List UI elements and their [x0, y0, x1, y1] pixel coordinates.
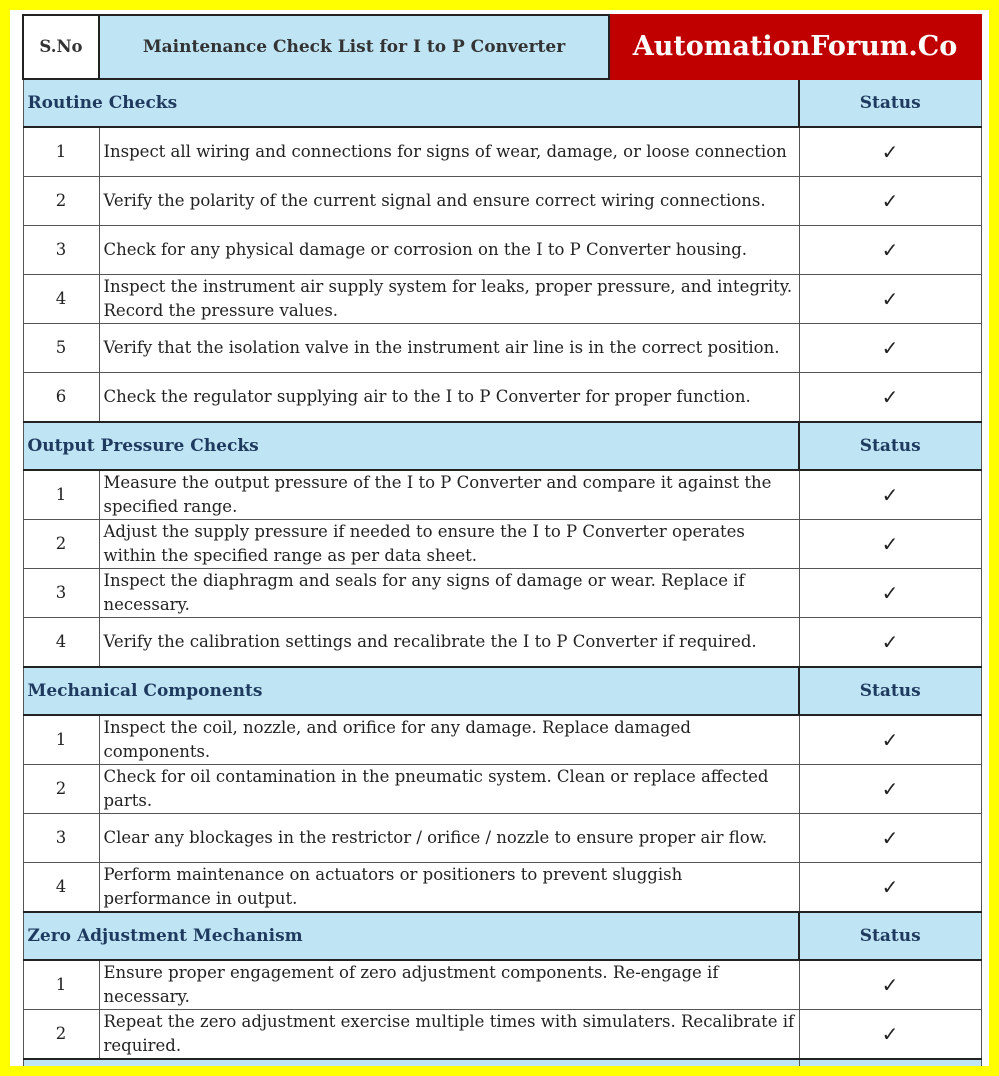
cut-off-row [23, 1059, 981, 1066]
status-header: Status [799, 667, 981, 715]
table-row [23, 814, 981, 863]
item-number: 1 [23, 960, 99, 1010]
checkmark-icon: ✓ [799, 373, 981, 423]
checkmark-icon: ✓ [799, 618, 981, 668]
item-number: 2 [23, 177, 99, 226]
checkmark-icon: ✓ [799, 715, 981, 765]
section-title: Mechanical Components [23, 667, 799, 715]
item-description: Ensure proper engagement of zero adjustment components. Re-engage if necessary. [99, 960, 799, 1010]
maintenance-checklist-table [22, 14, 982, 1066]
table-row [23, 765, 981, 814]
item-description: Inspect all wiring and connections for signs of wear, damage, or loose connection [99, 127, 799, 177]
item-number: 3 [23, 226, 99, 275]
checkmark-icon: ✓ [799, 470, 981, 520]
checkmark-icon: ✓ [799, 177, 981, 226]
table-row [23, 177, 981, 226]
checkmark-icon: ✓ [799, 1010, 981, 1060]
table-row [23, 1010, 981, 1060]
checkmark-icon: ✓ [799, 226, 981, 275]
section-title: Zero Adjustment Mechanism [23, 912, 799, 960]
table-row [23, 715, 981, 765]
item-number: 4 [23, 863, 99, 913]
checkmark-icon: ✓ [799, 765, 981, 814]
item-description: Adjust the supply pressure if needed to ensure the I to P Converter operates within the specified range as per data sheet. [99, 520, 799, 569]
cut-off-cell [799, 1059, 981, 1066]
checkmark-icon: ✓ [799, 127, 981, 177]
item-number: 3 [23, 569, 99, 618]
section-header-row [23, 912, 981, 960]
item-description: Clear any blockages in the restrictor / orifice / nozzle to ensure proper air flow. [99, 814, 799, 863]
checkmark-icon: ✓ [799, 324, 981, 373]
checkmark-icon: ✓ [799, 275, 981, 324]
section-header-row [23, 79, 981, 127]
item-number: 4 [23, 618, 99, 668]
item-description: Check the regulator supplying air to the I to P Converter for proper function. [99, 373, 799, 423]
item-description: Verify that the isolation valve in the instrument air line is in the correct position. [99, 324, 799, 373]
table-row [23, 520, 981, 569]
item-number: 1 [23, 127, 99, 177]
item-description: Check for any physical damage or corrosion on the I to P Converter housing. [99, 226, 799, 275]
table-row [23, 373, 981, 423]
sno-header: S.No [23, 15, 99, 79]
table-row [23, 226, 981, 275]
item-description: Perform maintenance on actuators or positioners to prevent sluggish performance in output. [99, 863, 799, 913]
brand-logo: AutomationForum.Co [609, 15, 981, 79]
section-title: Output Pressure Checks [23, 422, 799, 470]
item-number: 5 [23, 324, 99, 373]
item-description: Repeat the zero adjustment exercise multiple times with simulaters. Recalibrate if required. [99, 1010, 799, 1060]
section-header-row [23, 422, 981, 470]
table-row [23, 127, 981, 177]
item-number: 3 [23, 814, 99, 863]
section-header-row [23, 667, 981, 715]
status-header: Status [799, 912, 981, 960]
item-number: 2 [23, 765, 99, 814]
item-number: 1 [23, 715, 99, 765]
checklist-frame [10, 10, 989, 1066]
item-description: Inspect the coil, nozzle, and orifice for any damage. Replace damaged components. [99, 715, 799, 765]
item-description: Verify the calibration settings and recalibrate the I to P Converter if required. [99, 618, 799, 668]
table-row [23, 275, 981, 324]
item-description: Check for oil contamination in the pneumatic system. Clean or replace affected parts. [99, 765, 799, 814]
item-number: 1 [23, 470, 99, 520]
item-number: 2 [23, 520, 99, 569]
checkmark-icon: ✓ [799, 520, 981, 569]
checklist-title: Maintenance Check List for I to P Converter [99, 15, 609, 79]
item-number: 6 [23, 373, 99, 423]
checkmark-icon: ✓ [799, 960, 981, 1010]
section-title: Routine Checks [23, 79, 799, 127]
table-row [23, 324, 981, 373]
checkmark-icon: ✓ [799, 569, 981, 618]
status-header: Status [799, 422, 981, 470]
title-row [23, 15, 981, 79]
checkmark-icon: ✓ [799, 814, 981, 863]
table-row [23, 618, 981, 668]
table-row [23, 960, 981, 1010]
item-description: Inspect the instrument air supply system for leaks, proper pressure, and integrity. Record the pressure values. [99, 275, 799, 324]
item-number: 4 [23, 275, 99, 324]
table-row [23, 569, 981, 618]
status-header: Status [799, 79, 981, 127]
item-description: Verify the polarity of the current signal and ensure correct wiring connections. [99, 177, 799, 226]
cut-off-cell [23, 1059, 799, 1066]
table-row [23, 863, 981, 913]
checkmark-icon: ✓ [799, 863, 981, 913]
table-row [23, 470, 981, 520]
item-number: 2 [23, 1010, 99, 1060]
item-description: Measure the output pressure of the I to P Converter and compare it against the specified range. [99, 470, 799, 520]
item-description: Inspect the diaphragm and seals for any signs of damage or wear. Replace if necessary. [99, 569, 799, 618]
